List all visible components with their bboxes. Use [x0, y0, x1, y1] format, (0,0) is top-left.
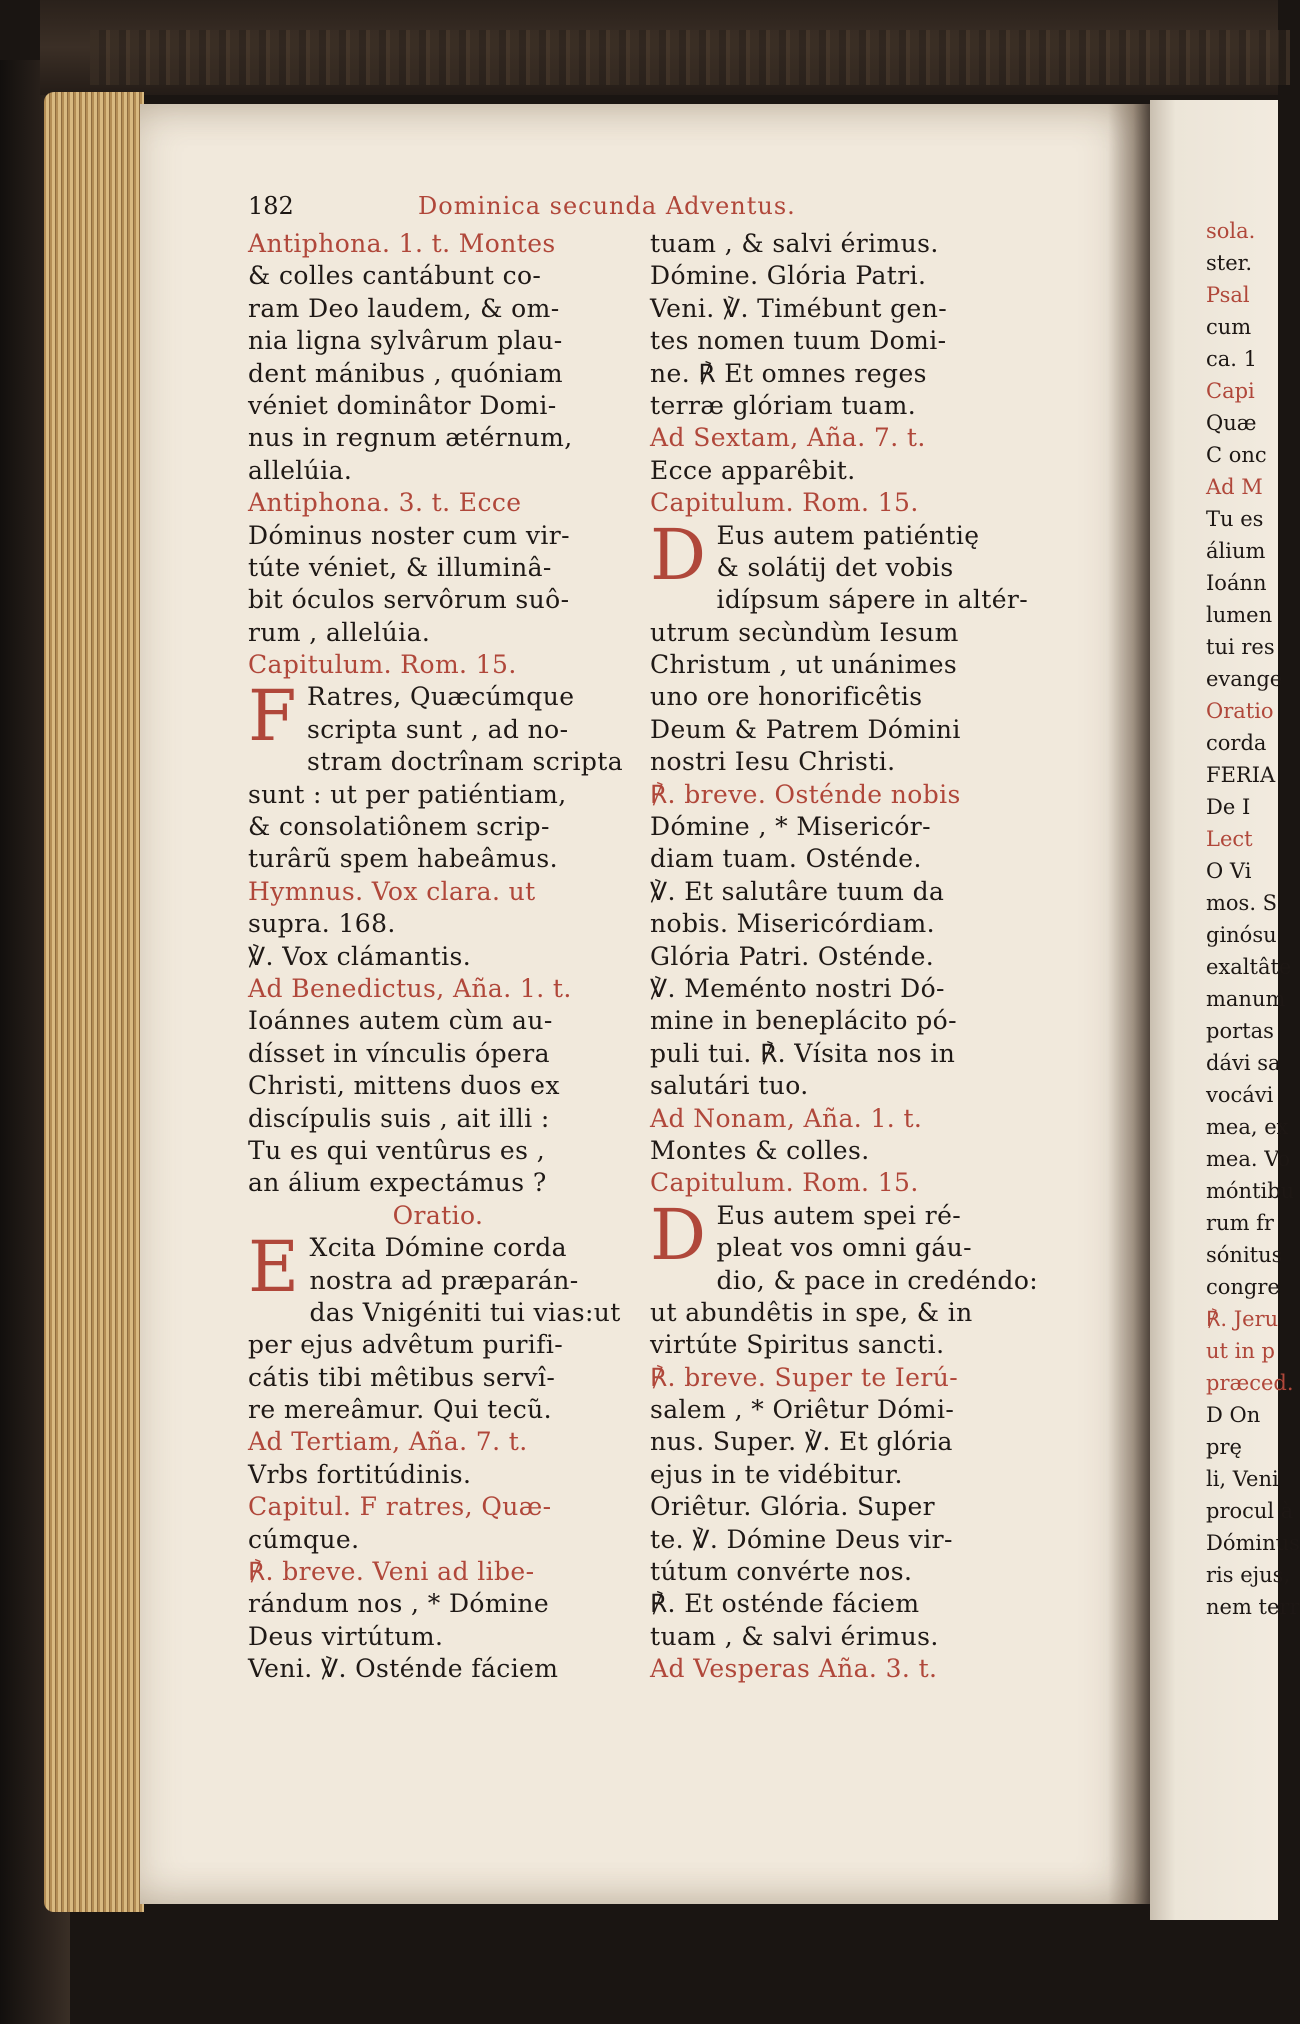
facing-page-text: O Vi — [1206, 859, 1252, 883]
text-line: scripta sunt , ad no- — [306, 714, 569, 744]
facing-page-text: prę — [1206, 1435, 1242, 1459]
text-line: nostri Iesu Christi. — [650, 747, 896, 777]
facing-page-text: sónitus — [1206, 1243, 1283, 1267]
text-line: Veni. ℣. Osténde fáciem — [248, 1654, 559, 1684]
facing-page-text: tui res — [1206, 635, 1275, 659]
text-line: ℣. Meménto nostri Dó- — [650, 973, 945, 1003]
text-line: an álium expectámus ? — [248, 1168, 547, 1198]
text-line: Vrbs fortitúdinis. — [248, 1459, 472, 1489]
text-line: nus. Super. ℣. Et glória — [650, 1427, 953, 1457]
text-line: ejus in te vidébitur. — [650, 1459, 903, 1489]
book-binding-top — [40, 0, 1278, 95]
text-line: utrum secùndùm Iesum — [650, 617, 959, 647]
text-line: Antiphona. 1. t. Montes — [248, 229, 556, 258]
text-line: ne. ℟ Et omnes reges — [650, 358, 927, 388]
text-line: Ecce apparêbit. — [650, 455, 856, 485]
text-line: Ad Sextam, Aña. 7. t. — [650, 423, 926, 453]
facing-page-text: ca. 1 — [1206, 347, 1257, 371]
drop-cap: F — [248, 675, 297, 758]
text-line: Tu es qui ventûrus es , — [248, 1135, 546, 1165]
text-line: rándum nos , * Dómine — [248, 1589, 550, 1619]
text-line: ram Deo laudem, & om- — [248, 293, 560, 323]
facing-page-text: corda — [1206, 731, 1267, 755]
text-line: terræ glóriam tuam. — [650, 390, 917, 420]
text-line: Ad Benedictus, Aña. 1. t. — [248, 973, 572, 1003]
text-line: salutári tuo. — [650, 1071, 809, 1101]
facing-page-text: Oratio — [1206, 699, 1274, 723]
facing-page-text: álium — [1206, 539, 1266, 563]
facing-page-text: sola. — [1206, 219, 1256, 243]
facing-page-text: ℟. Jeru — [1206, 1307, 1279, 1331]
facing-page-text: dávi sa — [1206, 1051, 1281, 1075]
text-line: rum , allelúia. — [248, 617, 431, 647]
page-edges — [44, 92, 144, 1912]
text-line: ℟. breve. Osténde nobis — [650, 779, 961, 809]
text-line: tes nomen tuum Domi- — [650, 326, 947, 356]
text-line: Capitulum. Rom. 15. — [248, 650, 517, 680]
text-line: Oriêtur. Glória. Super — [650, 1492, 936, 1522]
text-line: Dómine , * Misericór- — [650, 812, 931, 842]
text-line: turârũ spem habeâmus. — [248, 844, 558, 874]
text-line: Deum & Patrem Dómini — [650, 714, 961, 744]
facing-page-text: ster. — [1206, 251, 1253, 275]
running-title: Dominica secunda Adventus. — [418, 192, 796, 220]
text-line: sunt : ut per patiéntiam, — [248, 779, 567, 809]
text-line: dio, & pace in credéndo: — [716, 1265, 1039, 1295]
drop-cap: D — [650, 1193, 707, 1276]
text-line: Hymnus. Vox clara. ut — [248, 876, 536, 906]
text-line: mine in beneplácito pó- — [650, 1006, 957, 1036]
facing-page-text: rum fr — [1206, 1211, 1274, 1235]
text-line: Christum , ut unánimes — [650, 650, 958, 680]
facing-page-text: Psal — [1206, 283, 1250, 307]
text-line: Capitulum. Rom. 15. — [650, 488, 919, 518]
text-line: das Vnigéniti tui vias:ut — [309, 1297, 621, 1327]
facing-page-text: Capi — [1206, 379, 1255, 403]
facing-page-text: nem terr — [1206, 1595, 1300, 1619]
text-line: nia ligna sylvârum plau- — [248, 326, 563, 356]
facing-page-text: manum — [1206, 987, 1286, 1011]
text-line: dísset in vínculis ópera — [248, 1038, 550, 1068]
text-line: nostra ad præparán- — [309, 1265, 579, 1295]
facing-page-text: mos. S — [1206, 891, 1278, 915]
facing-page-text: evange — [1206, 667, 1283, 691]
text-line: Dómine. Glória Patri. — [650, 261, 927, 291]
facing-page-text: Quæ — [1206, 411, 1257, 435]
text-line: ut abundêtis in spe, & in — [650, 1297, 973, 1327]
facing-page-text: Lect — [1206, 827, 1253, 851]
facing-page-text: D On — [1206, 1403, 1261, 1427]
facing-page-text: Ad M — [1206, 475, 1263, 499]
facing-page-fragment — [1150, 100, 1300, 1920]
text-line: Deus virtútum. — [248, 1621, 444, 1651]
text-line: Montes & colles. — [650, 1135, 870, 1165]
facing-page-text: li, Veni — [1206, 1467, 1279, 1491]
text-line: ℟. breve. Super te Ierú- — [650, 1362, 959, 1392]
facing-page-text: móntibu — [1206, 1179, 1295, 1203]
left-text-column — [248, 228, 628, 1686]
text-line: & colles cantábunt co- — [248, 261, 542, 291]
text-line: salem , * Oriêtur Dómi- — [650, 1395, 955, 1425]
facing-page-text: cum — [1206, 315, 1252, 339]
facing-page-text: portas — [1206, 1019, 1274, 1043]
text-line: Ratres, Quæcúmque — [306, 682, 575, 712]
facing-page-text: lumen — [1206, 603, 1273, 627]
text-line: re mereâmur. Qui tecũ. — [248, 1395, 552, 1425]
text-line: Ad Vesperas Aña. 3. t. — [650, 1654, 938, 1684]
facing-page-text: Ioánn — [1206, 571, 1267, 595]
text-line: Glória Patri. Osténde. — [650, 941, 935, 971]
facing-page-text: exaltâte — [1206, 955, 1292, 979]
text-line: & consolatiônem scrip- — [248, 812, 550, 842]
text-line: Christi, mittens duos ex — [248, 1071, 560, 1101]
text-line: Xcita Dómine corda — [309, 1233, 567, 1263]
text-line: ℟. breve. Veni ad libe- — [248, 1557, 535, 1587]
text-line: Capitulum. Rom. 15. — [650, 1168, 919, 1198]
text-line: tuam , & salvi érimus. — [650, 1621, 939, 1651]
text-line: virtúte Spiritus sancti. — [650, 1330, 945, 1360]
text-line: Eus autem spei ré- — [716, 1200, 962, 1230]
text-line: ℣. Et salutâre tuum da — [650, 876, 945, 906]
text-line: allelúia. — [248, 455, 353, 485]
text-line: Ioánnes autem cùm au- — [248, 1006, 553, 1036]
text-line: Dóminus noster cum vir- — [248, 520, 570, 550]
text-line: dent mánibus , quóniam — [248, 358, 564, 388]
text-line: nobis. Misericórdiam. — [650, 909, 935, 939]
facing-page-text: ginósu — [1206, 923, 1277, 947]
drop-cap: E — [248, 1226, 300, 1309]
text-line: Oratio. — [392, 1200, 484, 1230]
facing-page-text: mea, ex — [1206, 1115, 1289, 1139]
text-line: discípulis suis , ait illi : — [248, 1103, 550, 1133]
text-line: véniet dominâtor Domi- — [248, 390, 557, 420]
facing-page-text: Tu es — [1206, 507, 1264, 531]
text-line: Capitul. F ratres, Quæ- — [248, 1492, 552, 1522]
text-line: ℣. Vox clámantis. — [248, 941, 472, 971]
text-line: per ejus advêtum purifi- — [248, 1330, 564, 1360]
text-line: ℟. Et osténde fáciem — [650, 1589, 920, 1619]
text-line: te. ℣. Dómine Deus vir- — [650, 1524, 953, 1554]
facing-page-text: congre — [1206, 1275, 1280, 1299]
facing-page-text: Dóminus — [1206, 1531, 1300, 1555]
text-line: idípsum sápere in altér- — [716, 585, 1029, 615]
text-line: Ad Tertiam, Aña. 7. t. — [248, 1427, 528, 1457]
facing-page-text: procul à — [1206, 1499, 1294, 1523]
facing-page-text: ris ejus, — [1206, 1563, 1291, 1587]
facing-page-text: FERIA — [1206, 763, 1276, 787]
page-gutter — [1108, 104, 1150, 1904]
text-line: Eus autem patiéntię — [716, 520, 980, 550]
facing-page-text: vocávi — [1206, 1083, 1274, 1107]
text-line: & solátij det vobis — [716, 552, 954, 582]
facing-page-text: mea. Vo — [1206, 1147, 1291, 1171]
facing-page-text: præced. — [1206, 1371, 1294, 1395]
right-text-column — [650, 228, 1039, 1686]
text-line: Ad Nonam, Aña. 1. t. — [650, 1103, 923, 1133]
text-line: túte véniet, & illuminâ- — [248, 552, 552, 582]
text-line: bit óculos servôrum suô- — [248, 585, 570, 615]
page-number: 182 — [248, 192, 294, 220]
text-line: Antiphona. 3. t. Ecce — [248, 488, 522, 518]
text-line: supra. 168. — [248, 909, 396, 939]
facing-page-text: ut in p — [1206, 1339, 1275, 1363]
text-line: diam tuam. Osténde. — [650, 844, 922, 874]
text-line: tútum convérte nos. — [650, 1557, 913, 1587]
text-line: stram doctrînam scripta — [306, 747, 624, 777]
text-line: pleat vos omni gáu- — [716, 1233, 973, 1263]
facing-page-text: De I — [1206, 795, 1251, 819]
facing-page-text: C onc — [1206, 443, 1267, 467]
text-line: tuam , & salvi érimus. — [650, 229, 939, 258]
text-line: puli tui. ℟. Vísita nos in — [650, 1038, 956, 1068]
text-line: nus in regnum ætérnum, — [248, 423, 573, 453]
text-line: Veni. ℣. Timébunt gen- — [650, 293, 948, 323]
drop-cap: D — [650, 513, 707, 596]
text-line: cúmque. — [248, 1524, 360, 1554]
text-line: cátis tibi mêtibus servî- — [248, 1362, 556, 1392]
text-line: uno ore honorificêtis — [650, 682, 923, 712]
